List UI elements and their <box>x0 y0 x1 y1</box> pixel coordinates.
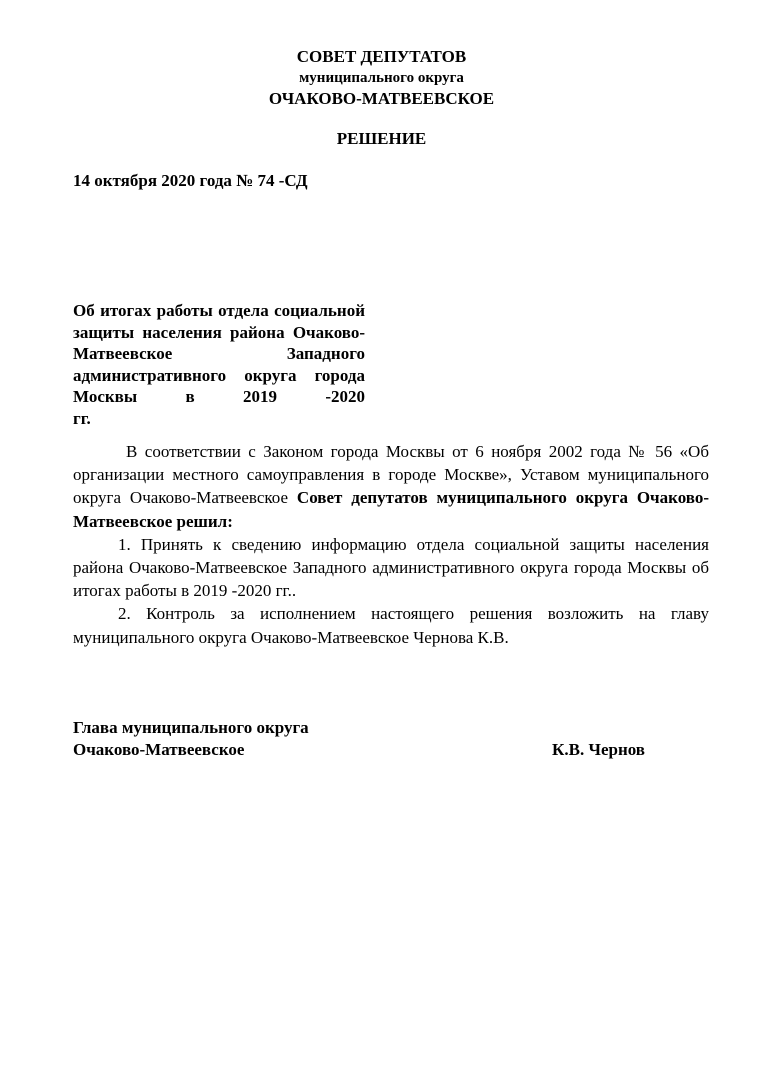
signature-block <box>73 717 645 761</box>
decision-subject <box>73 300 365 429</box>
signatory-position-line2: Очаково-Матвеевское <box>73 740 245 759</box>
council-name: СОВЕТ ДЕПУТАТОВ <box>296 47 467 66</box>
decision-date-number: 14 октября 2020 года № 74 -СД <box>73 171 308 190</box>
subject-text-tail: гг. <box>73 408 91 428</box>
decision-title: РЕШЕНИЕ <box>336 129 427 148</box>
district-name: ОЧАКОВО-МАТВЕЕВСКОЕ <box>268 89 495 108</box>
signatory-name: К.В. Чернов <box>552 740 645 759</box>
preamble-resolution: Совет депутатов муниципального округа Очаково-Матвеевское решил: <box>73 488 710 531</box>
preamble-text: В соответствии с Законом города Москвы от 6 ноября 2002 года № 56 «Об организации местного самоуправления в городе Москве», Уставом муниципального округа Очаково-Матвеевское <box>73 442 709 508</box>
decision-item-2: 2. Контроль за исполнением настоящего решения возложить на главу муниципального округа Очаково-Матвеевское Чернова К.В. <box>73 604 709 647</box>
decision-body <box>73 440 709 649</box>
decision-item-1: 1. Принять к сведению информацию отдела социальной защиты населения района Очаково-Матвеевское Западного административного округа города Москвы об итогах работы в 2019 -2020 гг.. <box>73 534 709 601</box>
document-header <box>0 46 763 110</box>
preamble-paragraph <box>73 440 709 533</box>
signatory-position-line1: Глава муниципального округа <box>73 718 309 737</box>
signature-row <box>73 739 645 761</box>
subject-text: Об итогах работы отдела социальной защиты населения района Очаково-Матвеевское Западного административного округа города Москвы в 2019 -2020 <box>73 301 365 406</box>
district-type: муниципального округа <box>299 70 464 86</box>
